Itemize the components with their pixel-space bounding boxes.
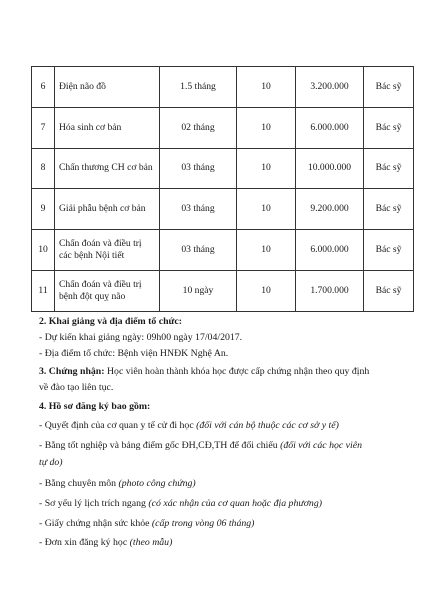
table-row <box>32 230 414 271</box>
course-duration: 03 tháng <box>160 230 237 271</box>
venue: - Địa điểm tổ chức: Bệnh viện HNĐK Nghệ An. <box>39 348 229 359</box>
course-name: Điện não đồ <box>55 67 160 108</box>
table-row <box>32 148 414 189</box>
course-duration: 03 tháng <box>160 148 237 189</box>
document-item: - Đơn xin đăng ký học (theo mẫu) <box>39 537 173 548</box>
row-number: 10 <box>32 230 55 271</box>
row-number: 11 <box>32 270 55 311</box>
course-duration: 03 tháng <box>160 189 237 230</box>
row-number: 9 <box>32 189 55 230</box>
target-audience: Bác sỹ <box>364 230 414 271</box>
student-count: 10 <box>237 148 296 189</box>
course-fee: 3.200.000 <box>296 67 364 108</box>
document-item-cont: tự do) <box>39 457 63 468</box>
course-name: Hóa sinh cơ bản <box>55 107 160 148</box>
course-name: Chẩn đoán và điều trị các bệnh Nội tiết <box>55 230 160 271</box>
row-number: 8 <box>32 148 55 189</box>
student-count: 10 <box>237 270 296 311</box>
course-fee: 9.200.000 <box>296 189 364 230</box>
student-count: 10 <box>237 67 296 108</box>
student-count: 10 <box>237 107 296 148</box>
course-fee: 10.000.000 <box>296 148 364 189</box>
document-item: - Bằng tốt nghiệp và bảng điểm gốc ĐH,CĐ,TH để đối chiếu (đối với các học viên <box>39 440 362 451</box>
table-row <box>32 270 414 311</box>
section2-heading: 2. Khai giảng và địa điểm tổ chức: <box>39 316 183 327</box>
student-count: 10 <box>237 189 296 230</box>
target-audience: Bác sỹ <box>364 148 414 189</box>
target-audience: Bác sỹ <box>364 270 414 311</box>
certificate-text-cont: về đào tạo liên tục. <box>39 382 114 393</box>
table-row <box>32 189 414 230</box>
target-audience: Bác sỹ <box>364 107 414 148</box>
course-name: Chấn thương CH cơ bản <box>55 148 160 189</box>
document-item: - Bằng chuyên môn (photo công chứng) <box>39 478 196 489</box>
course-fee: 6.000.000 <box>296 230 364 271</box>
table-row <box>32 67 414 108</box>
course-fee: 6.000.000 <box>296 107 364 148</box>
course-fee: 1.700.000 <box>296 270 364 311</box>
document-item: - Giấy chứng nhận sức khỏe (cấp trong vòng 06 tháng) <box>39 518 255 529</box>
certificate-paragraph <box>39 366 369 377</box>
document-item: - Quyết định của cơ quan y tế cử đi học (đối với cán bộ thuộc các cơ sở y tế) <box>39 420 339 431</box>
table-row <box>32 107 414 148</box>
course-table-body <box>32 67 414 312</box>
student-count: 10 <box>237 230 296 271</box>
target-audience: Bác sỹ <box>364 67 414 108</box>
document-item: - Sơ yếu lý lịch trích ngang (có xác nhận của cơ quan hoặc địa phương) <box>39 498 322 509</box>
section3-heading: 3. Chứng nhận: <box>39 366 105 377</box>
course-name: Chẩn đoán và điều trị bệnh đột quỵ não <box>55 270 160 311</box>
row-number: 7 <box>32 107 55 148</box>
course-name: Giải phẫu bệnh cơ bản <box>55 189 160 230</box>
course-duration: 1.5 tháng <box>160 67 237 108</box>
row-number: 6 <box>32 67 55 108</box>
certificate-text: Học viên hoàn thành khóa học được cấp chứng nhận theo quy định <box>104 366 370 377</box>
course-duration: 02 tháng <box>160 107 237 148</box>
course-table <box>31 66 414 312</box>
target-audience: Bác sỹ <box>364 189 414 230</box>
opening-date: - Dự kiến khai giảng ngày: 09h00 ngày 17/04/2017. <box>39 332 243 343</box>
section4-heading: 4. Hồ sơ đăng ký bao gồm: <box>39 401 151 412</box>
course-duration: 10 ngày <box>160 270 237 311</box>
